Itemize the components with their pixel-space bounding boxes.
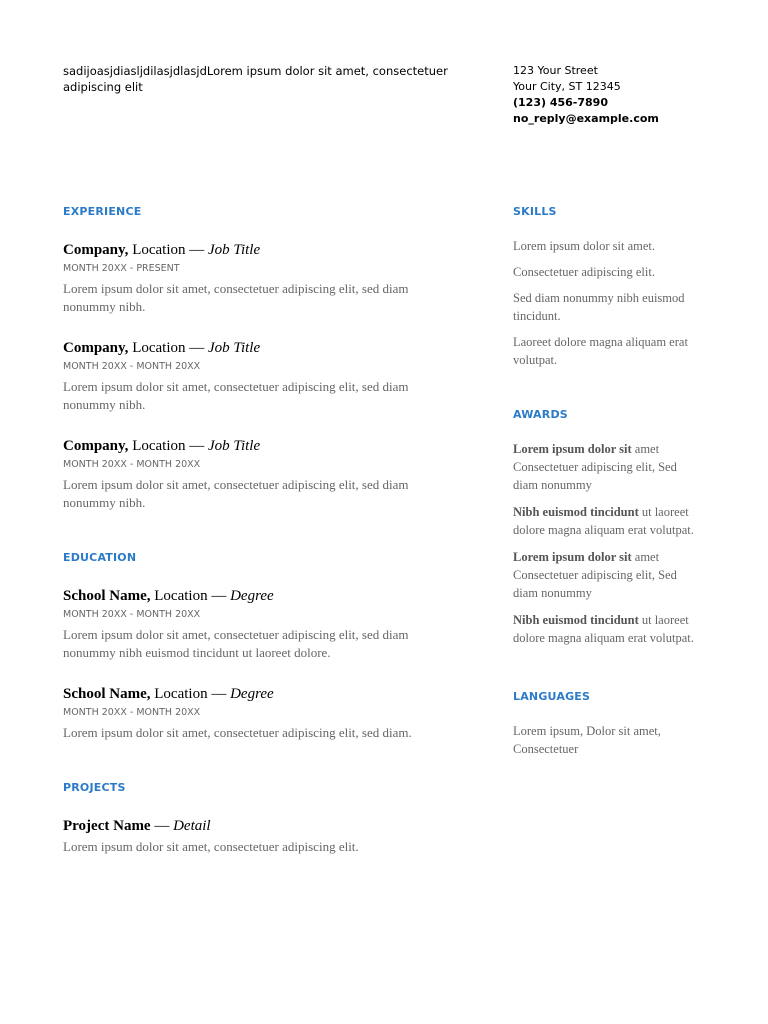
degree: Degree [230,686,274,702]
award-text: ut laoreet dolore magna aliquam erat volutpat. [513,613,694,645]
award-item [513,440,698,494]
project-name: Project Name [63,818,151,834]
experience-entry-heading [63,436,463,456]
company-location: Location — [128,340,209,356]
award-title: Lorem ipsum dolor sit [513,550,632,564]
education-dates: MONTH 20XX - MONTH 20XX [63,609,201,620]
school-name: School Name, [63,686,151,702]
degree: Degree [230,588,274,604]
education-entry [63,684,463,742]
experience-description: Lorem ipsum dolor sit amet, consectetuer adipiscing elit, sed diam nonummy nibh. [63,477,409,510]
project-detail: Detail [173,818,211,834]
experience-entry-heading [63,338,463,358]
education-entry-heading [63,586,463,606]
education-heading: EDUCATION [63,551,137,564]
job-title: Job Title [208,340,261,356]
experience-dates: MONTH 20XX - PRESENT [63,263,180,274]
company-location: Location — [128,438,209,454]
school-location: Location — [150,588,231,604]
left-column [63,204,463,856]
contact-block [513,63,713,127]
company-name: Company, [63,242,129,258]
experience-entry-heading [63,240,463,260]
project-separator: — [150,818,174,834]
education-description: Lorem ipsum dolor sit amet, consectetuer adipiscing elit, sed diam. [63,725,412,740]
experience-dates: MONTH 20XX - MONTH 20XX [63,361,201,372]
skill-item: Laoreet dolore magna aliquam erat volutpat. [513,335,688,367]
award-item [513,548,698,602]
awards-list [513,440,698,647]
school-location: Location — [150,686,231,702]
company-name: Company, [63,438,129,454]
languages-text: Lorem ipsum, Dolor sit amet, Consectetuer [513,724,661,756]
phone-number: (123) 456-7890 [513,96,608,109]
award-text: amet Consectetuer adipiscing elit, Sed diam nonummy [513,550,677,600]
job-title: Job Title [208,438,261,454]
job-title: Job Title [208,242,261,258]
experience-entry [63,240,463,316]
project-entry [63,816,463,856]
intro-text: sadijoasjdiasljdilasjdlasjdLorem ipsum dolor sit amet, consectetuer adipiscing elit [63,64,448,94]
award-item [513,503,698,539]
experience-description: Lorem ipsum dolor sit amet, consectetuer adipiscing elit, sed diam nonummy nibh. [63,281,409,314]
award-title: Lorem ipsum dolor sit [513,442,632,456]
company-location: Location — [128,242,209,258]
education-description: Lorem ipsum dolor sit amet, consectetuer adipiscing elit, sed diam nonummy nibh euismod tincidunt ut laoreet dolore. [63,627,409,660]
experience-entry [63,338,463,414]
education-entry [63,586,463,662]
skills-heading: SKILLS [513,205,557,218]
education-entry-heading [63,684,463,704]
experience-entry [63,436,463,512]
school-name: School Name, [63,588,151,604]
skill-item: Lorem ipsum dolor sit amet. [513,239,655,253]
experience-dates: MONTH 20XX - MONTH 20XX [63,459,201,470]
award-title: Nibh euismod tincidunt [513,613,639,627]
award-text: amet Consectetuer adipiscing elit, Sed diam nonummy [513,442,677,492]
experience-heading: EXPERIENCE [63,205,142,218]
awards-heading: AWARDS [513,408,568,421]
address-line-2: Your City, ST 12345 [513,80,621,93]
skills-list [513,237,698,369]
experience-description: Lorem ipsum dolor sit amet, consectetuer adipiscing elit, sed diam nonummy nibh. [63,379,409,412]
languages-heading: LANGUAGES [513,690,591,703]
award-text: ut laoreet dolore magna aliquam erat volutpat. [513,505,694,537]
skill-item: Consectetuer adipiscing elit. [513,265,655,279]
projects-heading: PROJECTS [63,781,126,794]
address-line-1: 123 Your Street [513,64,598,77]
skill-item: Sed diam nonummy nibh euismod tincidunt. [513,291,685,323]
project-description: Lorem ipsum dolor sit amet, consectetuer adipiscing elit. [63,839,359,854]
award-title: Nibh euismod tincidunt [513,505,639,519]
right-column [513,204,698,758]
project-entry-heading [63,816,463,836]
company-name: Company, [63,340,129,356]
email-address: no_reply@example.com [513,112,659,125]
award-item [513,611,698,647]
education-dates: MONTH 20XX - MONTH 20XX [63,707,201,718]
